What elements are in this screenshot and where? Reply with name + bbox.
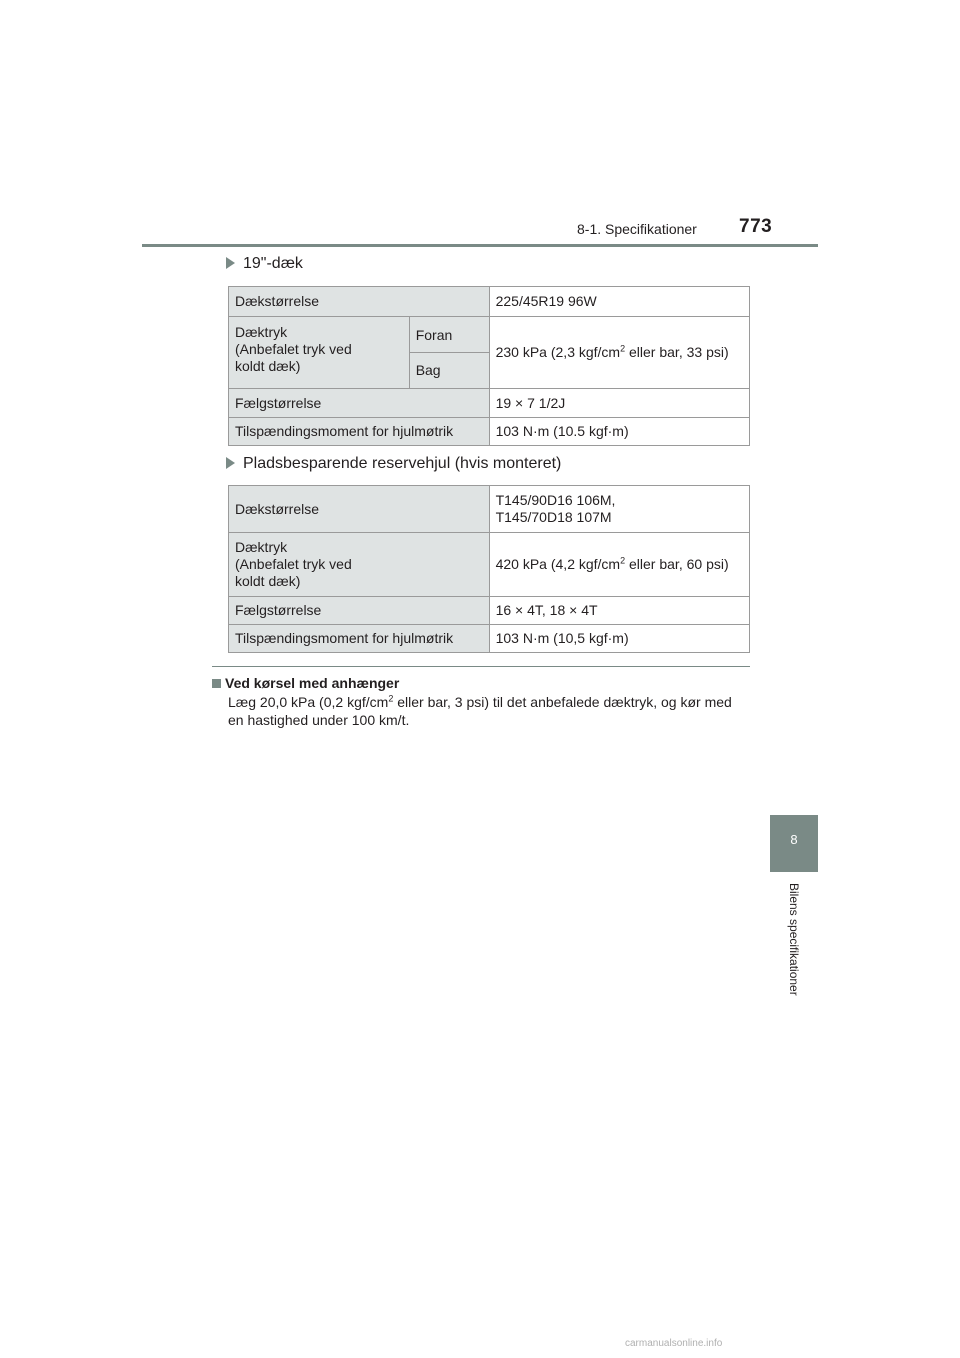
square-bullet-icon bbox=[212, 679, 221, 688]
cell-label: Dækstørrelse bbox=[229, 287, 490, 317]
cell-value-multiline: T145/90D16 106M, T145/70D18 107M bbox=[489, 486, 749, 533]
table-row bbox=[229, 317, 750, 353]
header-rule bbox=[142, 244, 818, 247]
cell-sublabel-front: Foran bbox=[409, 317, 489, 353]
table-row bbox=[229, 625, 750, 653]
cell-value-pressure: 420 kPa (4,2 kgf/$cm^2$ eller bar, 60 psi) bbox=[489, 533, 749, 597]
footer-watermark: carmanualsonline.info bbox=[625, 1338, 723, 1349]
cell-label: Dækstørrelse bbox=[229, 486, 490, 533]
section-heading-19-inch: 19"-dæk bbox=[226, 255, 303, 273]
cell-label: Tilspændingsmoment for hjulmøtrik bbox=[229, 625, 490, 653]
note-separator bbox=[212, 666, 750, 667]
cell-value-pressure: 230 kPa (2,3 kgf/$cm^2$ eller bar, 33 psi) bbox=[489, 317, 749, 389]
cell-value: 16 × 4T, 18 × 4T bbox=[489, 597, 749, 625]
table-row bbox=[229, 287, 750, 317]
cell-label: Fælgstørrelse bbox=[229, 389, 490, 418]
cell-label-multiline: Dæktryk (Anbefalet tryk ved koldt dæk) bbox=[229, 533, 490, 597]
cell-value: 103 N·m (10,5 kgf·m) bbox=[489, 625, 749, 653]
cell-label: Fælgstørrelse bbox=[229, 597, 490, 625]
cell-value: 225/45R19 96W bbox=[489, 287, 749, 317]
header-section-title: 8-1. Specifikationer bbox=[577, 221, 697, 237]
table-row bbox=[229, 418, 750, 446]
cell-label: Tilspændingsmoment for hjulmøtrik bbox=[229, 418, 490, 446]
cell-value: 103 N·m (10.5 kgf·m) bbox=[489, 418, 749, 446]
page-number: 773 bbox=[739, 216, 773, 237]
section-heading-spare-wheel: Pladsbesparende reservehjul (hvis monteret) bbox=[226, 455, 561, 473]
table-row bbox=[229, 389, 750, 418]
chapter-label: Bilens specifikationer bbox=[787, 883, 801, 996]
table-row bbox=[229, 597, 750, 625]
chapter-number: 8 bbox=[790, 832, 798, 847]
triangle-bullet-icon bbox=[226, 257, 235, 269]
cell-value: 19 × 7 1/2J bbox=[489, 389, 749, 418]
note-body: Læg 20,0 kPa (0,2 kgf/$cm^2$ eller bar, 3 psi) til det anbefalede dæktryk, og kør med en hastighed under 100 km/t. bbox=[228, 693, 732, 728]
cell-label-multiline: Dæktryk (Anbefalet tryk ved koldt dæk) bbox=[229, 317, 410, 389]
table-row bbox=[229, 486, 750, 533]
triangle-bullet-icon bbox=[226, 457, 235, 469]
note-title: Ved kørsel med anhænger bbox=[212, 675, 399, 691]
cell-sublabel-rear: Bag bbox=[409, 353, 489, 389]
tire-spec-table-spare bbox=[228, 485, 750, 653]
tire-spec-table-19 bbox=[228, 286, 750, 446]
table-row bbox=[229, 533, 750, 597]
